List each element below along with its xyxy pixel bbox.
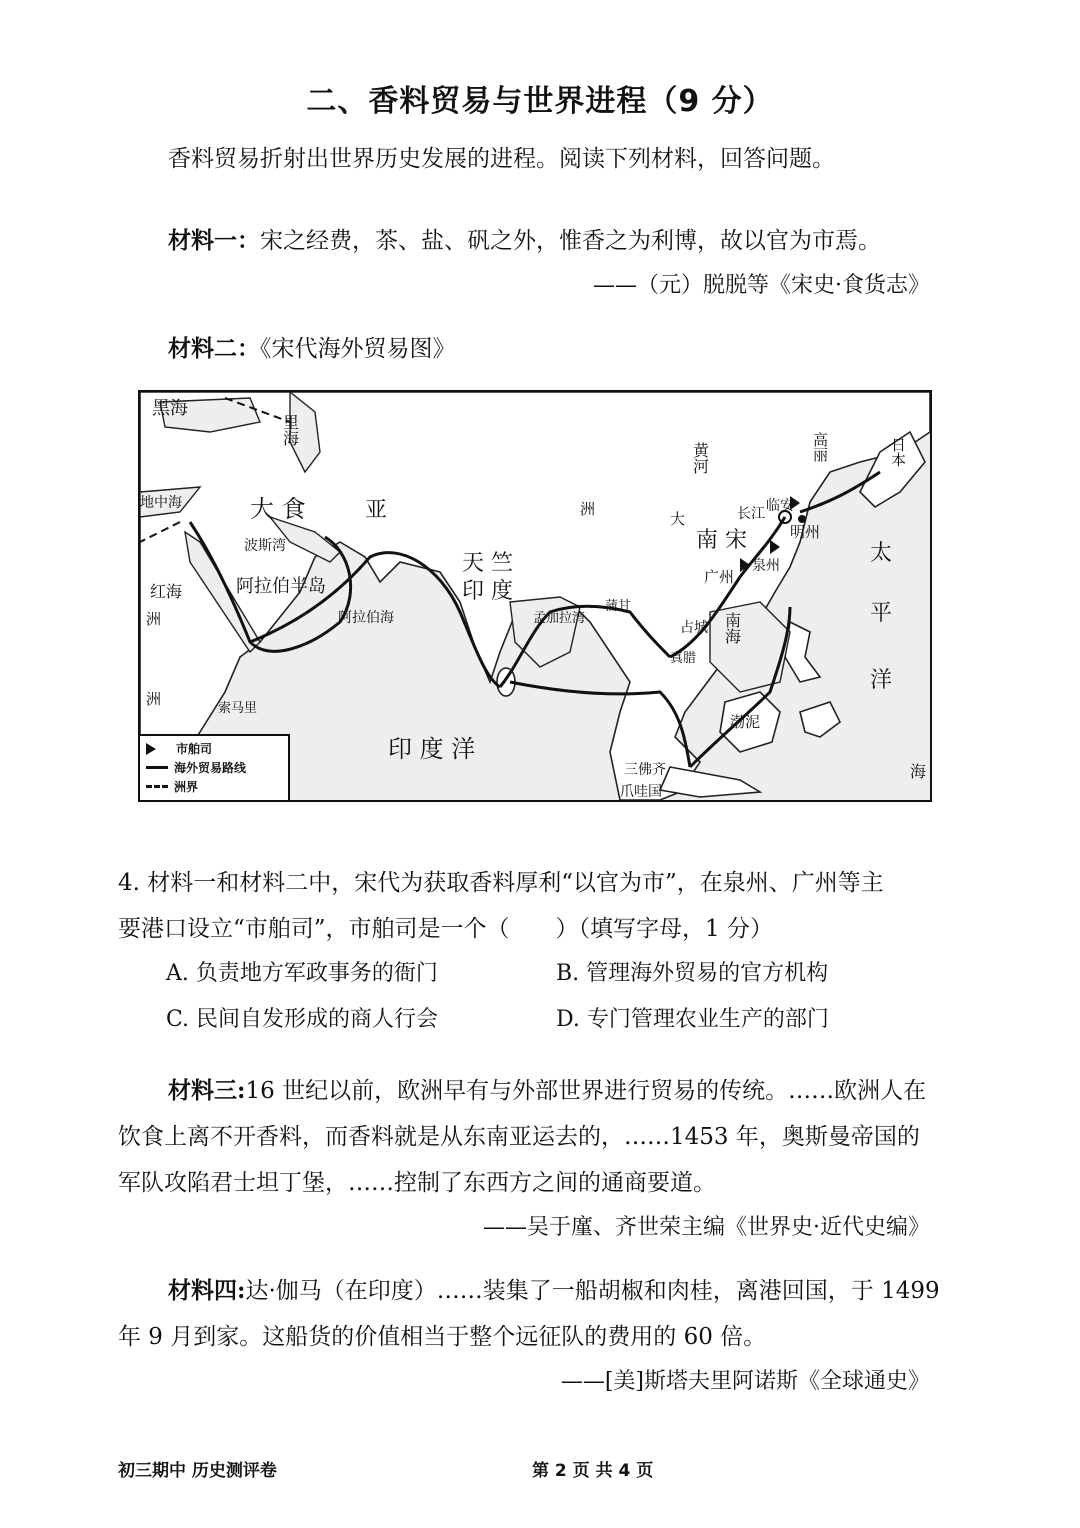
philippines-land (785, 622, 820, 682)
label-borneo: 渤泥 (730, 713, 761, 731)
label-southern-song: 南 宋 (696, 528, 747, 553)
song-trade-map (138, 390, 932, 802)
label-goryeo: 高丽 (811, 432, 829, 462)
material3-line3: 军队攻陷君士坦丁堡，……控制了东西方之间的通商要道。 (118, 1170, 716, 1196)
material3-line2: 饮食上离不开香料，而香料就是从东南亚运去的，……1453 年，奥斯曼帝国的 (118, 1124, 920, 1150)
port-dot-mingzhou (798, 515, 806, 523)
material3-line1-text: 16 世纪以前，欧洲早有与外部世界进行贸易的传统。……欧洲人在 (245, 1078, 927, 1104)
label-indian-ocean: 印 度 洋 (388, 735, 476, 763)
material3-line1 (168, 1072, 926, 1105)
label-java: 爪哇国 (620, 784, 662, 800)
material2-paragraph (168, 330, 456, 363)
material4-line1 (168, 1272, 940, 1305)
label-yangtze: 长江 (737, 506, 765, 522)
material4-lead: 材料四: (168, 1277, 246, 1304)
label-japan: 日本 (889, 437, 907, 467)
label-sea-right: 海 (910, 762, 927, 781)
legend-route-label: 海外贸易路线 (174, 761, 247, 775)
label-persian-gulf: 波斯湾 (244, 538, 286, 554)
material4-line2: 年 9 月到家。这船货的价值相当于整个远征队的费用的 60 倍。 (118, 1324, 767, 1350)
material1-paragraph (168, 222, 881, 255)
label-black-sea: 黑海 (152, 398, 188, 419)
question4-line2: 要港口设立“市舶司”，市舶司是一个（ ）（填写字母，1 分） (118, 916, 773, 942)
label-zhenla: 真腊 (670, 651, 697, 666)
material1-text: 宋之经费，茶、盐、矾之外，惟香之为利博，故以官为市焉。 (260, 228, 881, 254)
option-a-text: 负责地方军政事务的衙门 (195, 961, 438, 986)
label-pacific-3: 洋 (870, 668, 893, 693)
label-da: 大 (670, 510, 686, 528)
intro-text: 香料贸易折射出世界历史发展的进程。阅读下列材料，回答问题。 (168, 146, 835, 172)
label-mingzhou: 明州 (790, 523, 821, 541)
legend-row-route (146, 759, 246, 776)
legend-row-boundary (146, 778, 198, 795)
material1-lead: 材料一： (168, 227, 260, 254)
option-c[interactable] (166, 1002, 438, 1033)
legend-boundary-label: 洲界 (174, 780, 199, 794)
label-zhancheng: 占城 (680, 620, 708, 636)
footer-page-number: 第 2 页 共 4 页 (532, 1461, 654, 1481)
map-legend (140, 734, 290, 800)
material1-source: ——（元）脱脱等《宋史·食货志》 (593, 273, 930, 298)
option-c-text: 民间自发形成的商人行会 (196, 1007, 439, 1032)
label-tianzhu: 天 竺 (462, 551, 513, 576)
material2-lead: 材料二： (168, 335, 260, 362)
label-india: 印 度 (462, 579, 513, 604)
label-sanfoqi: 三佛齐 (624, 762, 666, 778)
label-south-china-sea: 南海 (722, 612, 742, 644)
material3-lead: 材料三: (168, 1077, 246, 1104)
option-b-letter: B. (556, 961, 580, 986)
label-arabian-peninsula: 阿拉伯半岛 (236, 576, 326, 597)
java-land (660, 767, 760, 797)
question4-line1: 4. 材料一和材料二中，宋代为获取香料厚利“以官为市”，在泉州、广州等主 (118, 870, 884, 896)
legend-boundary-line-icon (146, 785, 168, 788)
label-lin-an: 临安 (766, 498, 794, 514)
material2-text: 《宋代海外贸易图》 (260, 336, 456, 362)
legend-route-line-icon (146, 766, 168, 769)
legend-flag-icon (146, 743, 156, 755)
legend-shibosi-label: 市舶司 (176, 742, 213, 756)
label-red-sea: 红海 (150, 582, 183, 601)
label-pacific-2: 平 (870, 601, 893, 626)
label-pacific-1: 太 (870, 541, 893, 566)
label-arabian-sea: 阿拉伯海 (338, 610, 394, 626)
option-a[interactable] (166, 956, 438, 987)
legend-row-shibosi (146, 740, 212, 757)
label-africa-upper: 洲 (146, 610, 162, 628)
label-pugan: 蒲甘 (605, 599, 632, 614)
option-d-letter: D. (556, 1007, 580, 1032)
label-caspian: 里海 (280, 414, 300, 446)
option-b-text: 管理海外贸易的官方机构 (586, 961, 829, 986)
option-d[interactable] (556, 1002, 829, 1033)
label-yellow-river: 黄河 (690, 442, 710, 474)
material3-source: ——吴于廑、齐世荣主编《世界史·近代史编》 (483, 1215, 930, 1240)
option-a-letter: A. (166, 961, 189, 986)
section-title: 二、香料贸易与世界进程（9 分） (306, 84, 774, 119)
label-africa-lower: 洲 (146, 690, 162, 708)
footer-left: 初三期中 历史测评卷 (118, 1461, 277, 1481)
label-dashi: 大 食 (250, 495, 306, 523)
option-b[interactable] (556, 956, 828, 987)
label-quanzhou: 泉州 (752, 558, 780, 574)
option-d-text: 专门管理农业生产的部门 (586, 1007, 829, 1032)
option-c-letter: C. (166, 1007, 190, 1032)
label-somalia: 索马里 (218, 701, 258, 716)
label-bay-of-bengal: 孟加拉湾 (533, 611, 586, 626)
material4-line1-text: 达·伽马（在印度）……装集了一船胡椒和肉桂，离港回国，于 1499 (245, 1278, 940, 1304)
label-guangzhou: 广州 (704, 568, 735, 586)
sulawesi-land (800, 702, 840, 737)
label-asia: 亚 (365, 498, 388, 523)
material4-source: ——[美]斯塔夫里阿诺斯《全球通史》 (560, 1369, 930, 1394)
label-mediterranean: 地中海 (140, 495, 182, 511)
label-asia-zhou: 洲 (580, 500, 596, 518)
